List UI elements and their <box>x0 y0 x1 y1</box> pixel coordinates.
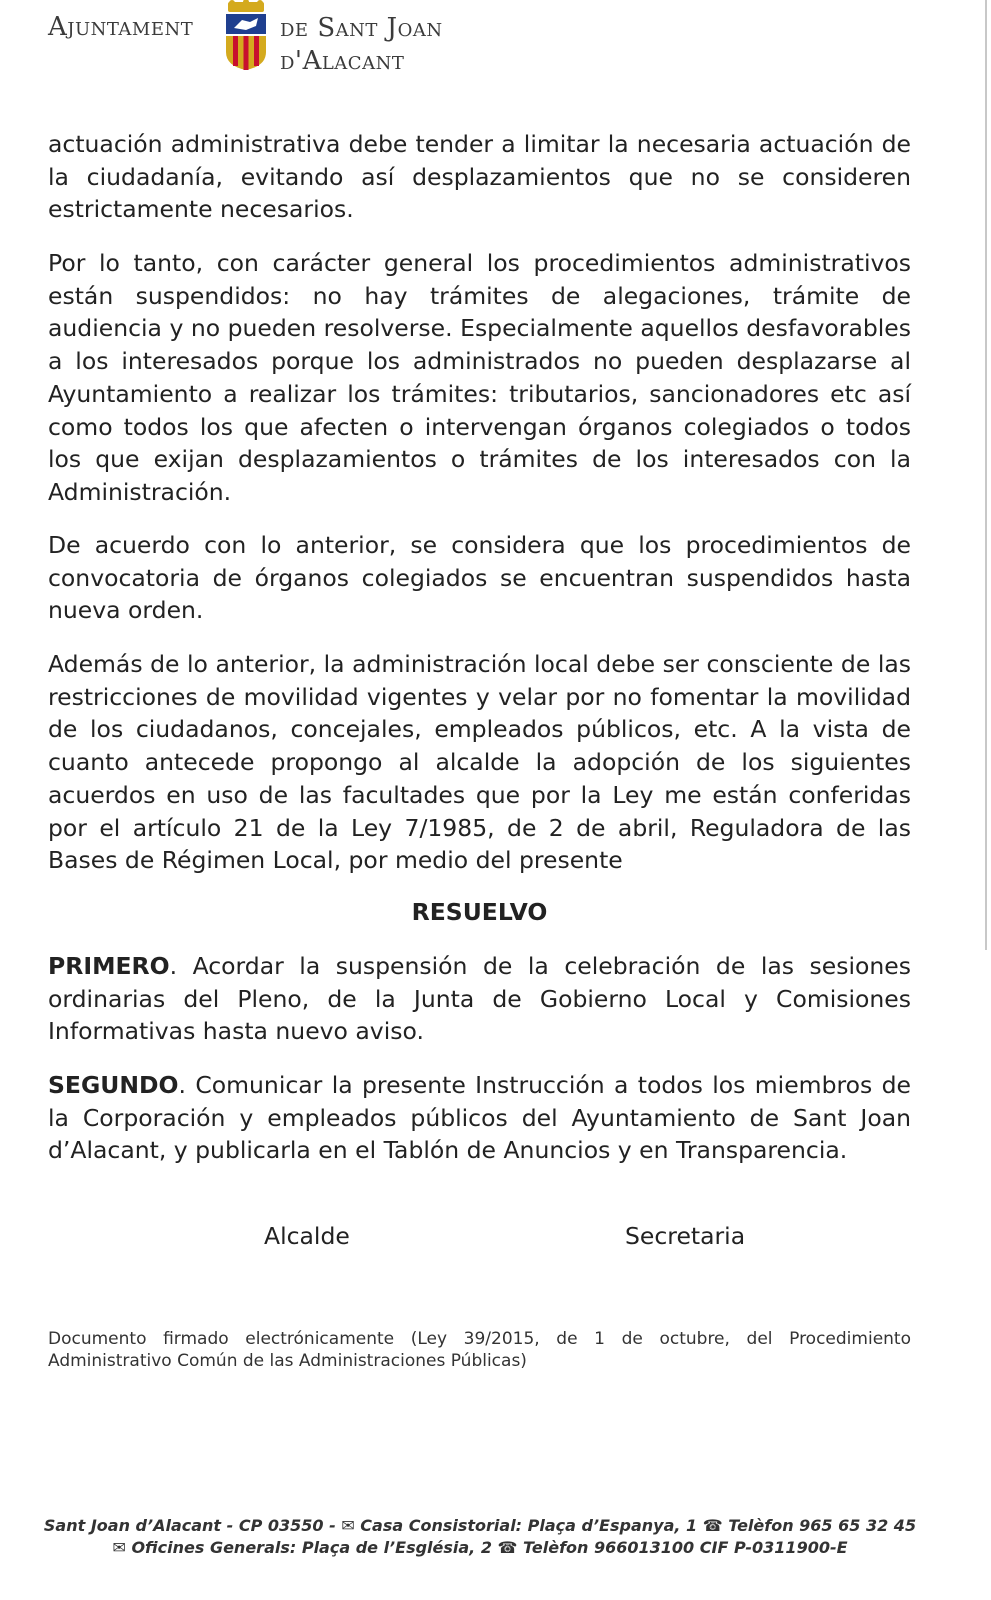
signature-mayor: Alcalde <box>264 1222 350 1250</box>
resolution-second <box>48 1069 911 1167</box>
municipal-crest-icon <box>220 0 272 72</box>
resolution-heading: RESUELVO <box>411 898 548 926</box>
org-name-right-line1: de Sant Joan <box>280 13 443 43</box>
paragraph-suspension: Por lo tanto, con carácter general los procedimientos administrativos están suspendidos: no hay trámites de alegaciones, trámite de audiencia y no pueden resolverse. Especialmente aquellos desfavorables a los interesados porque los administrados no pueden desplazarse al Ayuntamiento a realizar los trámites: tributarios, sancionadores etc así como todos los que afecten o intervengan órganos colegiados o todos los que exijan desplazamientos o trámites de los interesados con la Administración. <box>48 249 911 506</box>
org-name-right-line2: d'Alacant <box>280 46 405 76</box>
resolution-second-lead: SEGUNDO <box>48 1071 179 1099</box>
footer-address-line1: Sant Joan d’Alacant - CP 03550 - ✉ Casa Consistorial: Plaça d’Espanya, 1 ☎ Telèfon 965 65 32 45 <box>43 1516 917 1535</box>
page-edge-divider <box>985 0 987 950</box>
electronic-signature-note: Documento firmado electrónicamente (Ley 39/2015, de 1 de octubre, del Procedimiento Administrativo Común de las Administraciones Públicas) <box>48 1329 911 1371</box>
resolution-first-text: . Acordar la suspensión de la celebración de las sesiones ordinarias del Pleno, de la Junta de Gobierno Local y Comisiones Informativas hasta nuevo aviso. <box>48 952 911 1046</box>
footer-address-line2: ✉ Oficines Generals: Plaça de l’Església, 2 ☎ Telèfon 966013100 CIF P-0311900-E <box>112 1538 848 1557</box>
paragraph-mobility: Además de lo anterior, la administración local debe ser consciente de las restricciones de movilidad vigentes y velar por no fomentar la movilidad de los ciudadanos, concejales, empleados públicos, etc. A la vista de cuanto antecede propongo al alcalde la adopción de los siguientes acuerdos en uso de las facultades que por la Ley me están conferidas por el artículo 21 de la Ley 7/1985, de 2 de abril, Reguladora de las Bases de Régimen Local, por medio del presente <box>48 650 911 875</box>
signature-secretary: Secretaria <box>625 1222 746 1250</box>
resolution-first <box>48 950 911 1048</box>
paragraph-agreement: De acuerdo con lo anterior, se considera que los procedimientos de convocatoria de órganos colegiados se encuentran suspendidos hasta nueva orden. <box>48 531 911 625</box>
paragraph-intro: actuación administrativa debe tender a limitar la necesaria actuación de la ciudadanía, evitando así desplazamientos que no se consideren estrictamente necesarios. <box>48 130 911 224</box>
org-name-left: Ajuntament <box>48 12 194 42</box>
resolution-first-lead: PRIMERO <box>48 952 170 980</box>
letterhead <box>48 0 468 90</box>
org-name-right <box>280 12 443 78</box>
resolution-second-text: . Comunicar la presente Instrucción a todos los miembros de la Corporación y empleados públicos del Ayuntamiento de Sant Joan d’Alacant, y publicarla en el Tablón de Anuncios y en Transparencia. <box>48 1071 911 1165</box>
